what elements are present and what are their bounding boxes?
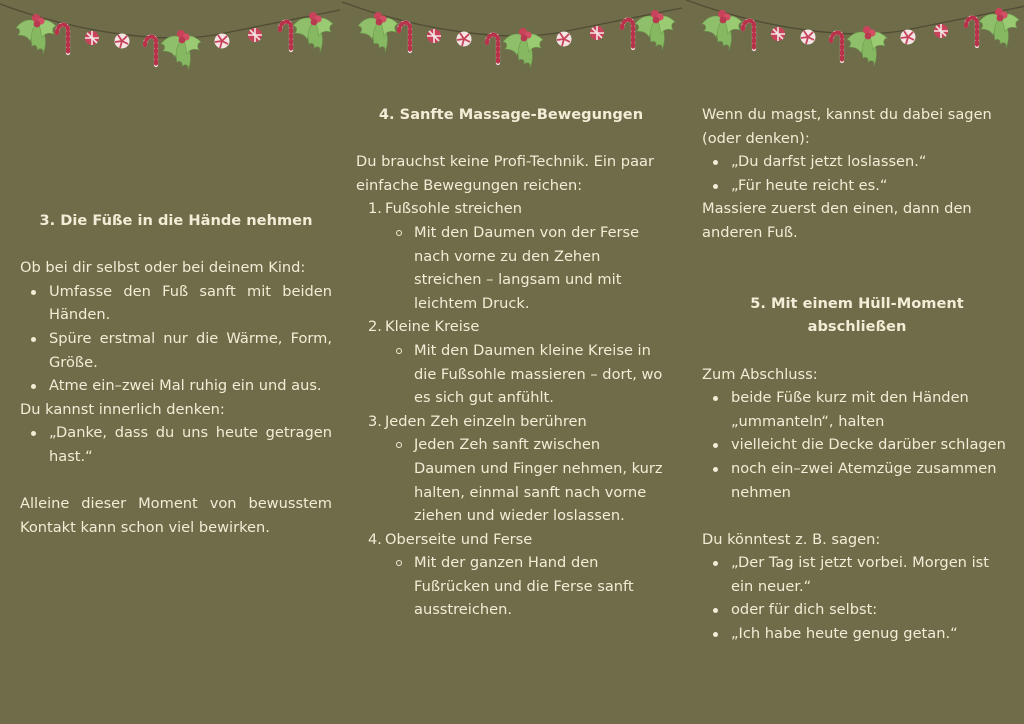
list-item: Umfasse den Fuß sanft mit beiden Händen. (20, 280, 332, 327)
step-detail: Mit den Daumen von der Ferse nach vorne zu den Zehen streichen – langsam und mit leichtem Druck. (385, 221, 666, 315)
step-number: 3. (368, 412, 382, 430)
section-3-intro: Ob bei dir selbst oder bei deinem Kind: (20, 259, 306, 277)
say-intro: Du könntest z. B. sagen: (702, 530, 881, 548)
christmas-garland (0, 0, 1024, 80)
list-item: „Ich habe heute genug getan.“ (702, 622, 1012, 646)
massage-steps (356, 197, 666, 622)
section-3-think-bullets (20, 421, 332, 468)
section-3-heading: 3. Die Füße in die Hände nehmen (39, 212, 313, 229)
section-3-column (20, 209, 332, 539)
step-item (356, 197, 666, 221)
step-number: 1. (368, 200, 382, 218)
massage-note: Massiere zuerst den einen, dann den anderen Fuß. (702, 200, 972, 241)
section-3-bullets (20, 280, 332, 398)
list-item: „Der Tag ist jetzt vorbei. Morgen ist ein neuer.“ (702, 551, 1012, 598)
list-item: Atme ein–zwei Mal ruhig ein und aus. (20, 374, 332, 398)
step-detail-wrap (356, 339, 666, 410)
section-5-column (702, 103, 1012, 646)
step-detail: Jeden Zeh sanft zwischen Daumen und Finger nehmen, kurz halten, einmal sanft nach vorne ziehen und wieder loslassen. (385, 433, 666, 527)
step-number: 2. (368, 318, 382, 336)
section-4-column (356, 103, 666, 622)
list-item: Spüre erstmal nur die Wärme, Form, Größe. (20, 327, 332, 374)
step-item (356, 528, 666, 552)
list-item: „Für heute reicht es.“ (702, 174, 1012, 198)
phrase-bullets (702, 150, 1012, 197)
step-item (356, 410, 666, 434)
section-3-closing: Alleine dieser Moment von bewusstem Kontakt kann schon viel bewirken. (20, 495, 332, 536)
step-title: Oberseite und Ferse (385, 530, 533, 548)
step-item (356, 315, 666, 339)
phrase-intro: Wenn du magst, kannst du dabei sagen (oder denken): (702, 106, 992, 147)
section-5-heading: 5. Mit einem Hüll-Moment abschließen (750, 294, 964, 336)
list-item: oder für dich selbst: (702, 598, 1012, 622)
step-detail-wrap (356, 221, 666, 315)
step-detail-wrap (356, 433, 666, 527)
list-item: „Danke, dass du uns heute getragen hast.“ (20, 421, 332, 468)
list-item: „Du darfst jetzt loslassen.“ (702, 150, 1012, 174)
step-detail: Mit den Daumen kleine Kreise in die Fußsohle massieren – dort, wo es sich gut anfühlt. (385, 339, 666, 410)
section-3-think-intro: Du kannst innerlich denken: (20, 400, 225, 418)
section-4-heading: 4. Sanfte Massage-Bewegungen (378, 106, 644, 123)
closing-intro: Zum Abschluss: (702, 365, 818, 383)
list-item: beide Füße kurz mit den Händen „ummanteln“, halten (702, 386, 1012, 433)
step-title: Kleine Kreise (385, 318, 480, 336)
step-title: Jeden Zeh einzeln berühren (385, 412, 587, 430)
step-number: 4. (368, 530, 382, 548)
say-bullets (702, 551, 1012, 645)
step-detail: Mit der ganzen Hand den Fußrücken und die Ferse sanft ausstreichen. (385, 551, 666, 622)
step-detail-wrap (356, 551, 666, 622)
list-item: vielleicht die Decke darüber schlagen (702, 433, 1012, 457)
section-4-intro: Du brauchst keine Profi-Technik. Ein paar einfache Bewegungen reichen: (356, 153, 654, 194)
closing-bullets (702, 386, 1012, 504)
step-title: Fußsohle streichen (385, 200, 523, 218)
list-item: noch ein–zwei Atemzüge zusammen nehmen (702, 457, 1012, 504)
